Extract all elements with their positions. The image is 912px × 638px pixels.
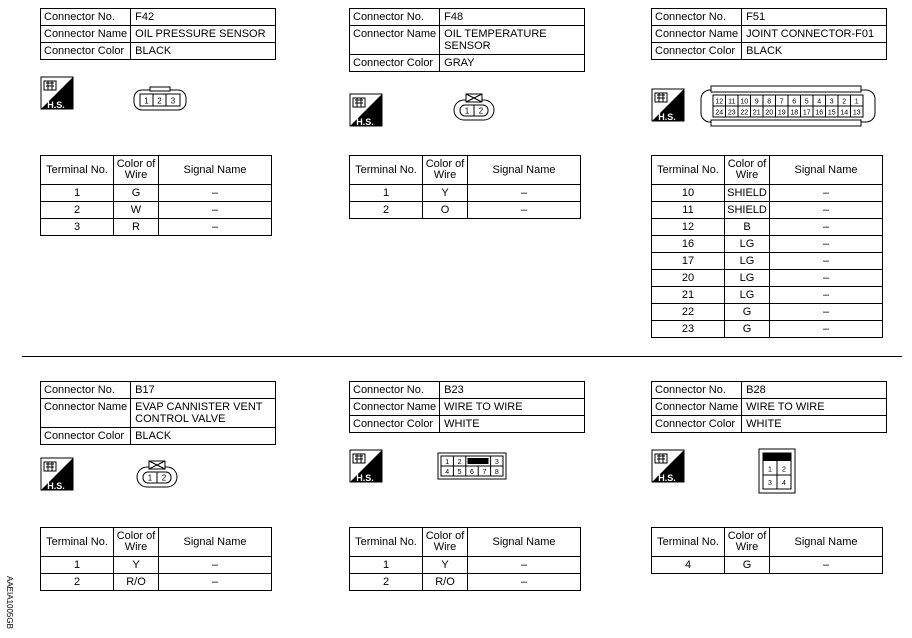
- wire-color: LG: [725, 236, 770, 253]
- terminal-no-header: Terminal No.: [350, 528, 423, 557]
- terminal-no: 4: [652, 557, 725, 574]
- pin-label: 6: [792, 98, 797, 106]
- color-of-wire-header: Color of Wire: [725, 156, 770, 185]
- table-row: [41, 574, 272, 591]
- terminal-no: 1: [350, 185, 423, 202]
- terminal-no: 22: [652, 304, 725, 321]
- color-of-wire-header: Color of Wire: [114, 156, 159, 185]
- signal-name-header: Signal Name: [159, 528, 272, 557]
- connector-no-label: Connector No.: [652, 382, 742, 399]
- terminal-no: 20: [652, 270, 725, 287]
- connector-name-value: WIRE TO WIRE: [742, 399, 887, 416]
- wire-color: Y: [423, 557, 468, 574]
- pin-label: 2: [478, 106, 484, 116]
- hs-connector-icon: [349, 449, 385, 485]
- table-row: [652, 304, 883, 321]
- connector-color-value: WHITE: [742, 416, 887, 433]
- table-row: [350, 202, 581, 219]
- signal-name: –: [770, 219, 883, 236]
- connector-name-value: WIRE TO WIRE: [440, 399, 585, 416]
- terminal-no-header: Terminal No.: [41, 156, 114, 185]
- wire-color: R/O: [114, 574, 159, 591]
- table-row: [350, 185, 581, 202]
- pin-label: 9: [754, 98, 759, 106]
- table-row: [41, 219, 272, 236]
- table-row: [41, 557, 272, 574]
- connector-color-label: Connector Color: [41, 428, 131, 445]
- connector-name-label: Connector Name: [41, 399, 131, 428]
- connector-face-diagram: [128, 86, 198, 114]
- hs-label: H.S.: [356, 117, 374, 127]
- wire-color: R: [114, 219, 159, 236]
- pin-label: 1: [464, 106, 470, 116]
- connector-block-f42: [40, 8, 276, 233]
- signal-name: –: [159, 185, 272, 202]
- hs-connector-icon: [651, 88, 687, 124]
- connector-face-diagram: [134, 459, 184, 493]
- terminal-no-header: Terminal No.: [652, 528, 725, 557]
- terminal-table: [40, 527, 272, 591]
- pin-label: 4: [445, 469, 450, 476]
- connector-color-label: Connector Color: [652, 416, 742, 433]
- table-row: [350, 574, 581, 591]
- terminal-table: [651, 527, 883, 574]
- pin-label: 10: [740, 98, 749, 106]
- terminal-no: 17: [652, 253, 725, 270]
- wire-color: SHIELD: [725, 202, 770, 219]
- pin-label: 1: [768, 466, 772, 474]
- color-of-wire-header: Color of Wire: [423, 156, 468, 185]
- pin-label: 18: [790, 109, 799, 117]
- connector-no-label: Connector No.: [350, 9, 440, 26]
- hs-label: H.S.: [47, 100, 65, 110]
- table-row: [652, 321, 883, 338]
- wire-color: G: [114, 185, 159, 202]
- connector-info-table: [40, 381, 276, 445]
- connector-color-value: BLACK: [742, 43, 887, 60]
- signal-name: –: [770, 236, 883, 253]
- wire-color: G: [725, 321, 770, 338]
- terminal-no: 16: [652, 236, 725, 253]
- table-row: [652, 219, 883, 236]
- hs-connector-icon: [40, 457, 76, 493]
- signal-name: –: [770, 304, 883, 321]
- table-row: [652, 270, 883, 287]
- connector-name-label: Connector Name: [350, 26, 440, 55]
- terminal-no-header: Terminal No.: [350, 156, 423, 185]
- pin-label: 22: [740, 109, 749, 117]
- signal-name-header: Signal Name: [159, 156, 272, 185]
- wire-color: LG: [725, 253, 770, 270]
- signal-name-header: Signal Name: [770, 528, 883, 557]
- pin-label: 16: [815, 109, 824, 117]
- terminal-no: 11: [652, 202, 725, 219]
- connector-no-value: B23: [440, 382, 585, 399]
- table-row: [652, 287, 883, 304]
- wire-color: O: [423, 202, 468, 219]
- pin-label: 23: [727, 109, 736, 117]
- connector-color-value: GRAY: [440, 55, 585, 72]
- signal-name: –: [770, 287, 883, 304]
- pin-label: 19: [777, 109, 786, 117]
- connector-no-value: F48: [440, 9, 585, 26]
- wire-color: W: [114, 202, 159, 219]
- signal-name: –: [770, 202, 883, 219]
- connector-name-value: OIL TEMPERATURE SENSOR: [440, 26, 585, 55]
- wire-color: Y: [423, 185, 468, 202]
- pin-label: 1: [144, 96, 149, 106]
- wire-color: G: [725, 557, 770, 574]
- connector-block-f51: [651, 8, 887, 335]
- pin-label: 2: [842, 98, 847, 106]
- pin-label: 1: [147, 473, 153, 483]
- pin-label: 2: [157, 96, 162, 106]
- pin-label: 8: [767, 98, 772, 106]
- pin-label: 15: [827, 109, 836, 117]
- connector-name-label: Connector Name: [652, 399, 742, 416]
- terminal-no: 2: [41, 202, 114, 219]
- pin-label: 1: [854, 98, 859, 106]
- connector-no-label: Connector No.: [350, 382, 440, 399]
- connector-name-label: Connector Name: [41, 26, 131, 43]
- signal-name: –: [770, 253, 883, 270]
- terminal-no: 2: [350, 574, 423, 591]
- signal-name: –: [770, 557, 883, 574]
- terminal-no: 2: [41, 574, 114, 591]
- table-row: [350, 557, 581, 574]
- wire-color: LG: [725, 270, 770, 287]
- connector-name-value: EVAP CANNISTER VENT CONTROL VALVE: [131, 399, 276, 428]
- connector-block-b17: [40, 381, 276, 588]
- wire-color: B: [725, 219, 770, 236]
- connector-face-diagram: [757, 447, 799, 497]
- connector-info-table: [349, 8, 585, 72]
- signal-name: –: [159, 202, 272, 219]
- terminal-table: [651, 155, 883, 338]
- wire-color: LG: [725, 287, 770, 304]
- table-row: [652, 253, 883, 270]
- section-divider: [22, 356, 902, 357]
- connector-info-table: [651, 8, 887, 60]
- pin-label: 14: [840, 109, 849, 117]
- connector-color-label: Connector Color: [350, 55, 440, 72]
- connector-face-diagram: [451, 92, 501, 126]
- pin-label: 3: [494, 459, 499, 466]
- pin-label: 13: [852, 109, 861, 117]
- signal-name: –: [770, 185, 883, 202]
- signal-name: –: [159, 557, 272, 574]
- pin-label: 7: [779, 98, 784, 106]
- connector-color-label: Connector Color: [41, 43, 131, 60]
- terminal-no-header: Terminal No.: [41, 528, 114, 557]
- terminal-no: 1: [41, 185, 114, 202]
- figure-code: AAEIA1005GB: [5, 576, 14, 629]
- terminal-no: 21: [652, 287, 725, 304]
- hs-label: H.S.: [658, 473, 676, 483]
- terminal-table: [349, 527, 581, 591]
- pin-label: 4: [782, 480, 786, 487]
- terminal-no: 1: [350, 557, 423, 574]
- signal-name-header: Signal Name: [468, 156, 581, 185]
- pin-label: 21: [752, 109, 761, 117]
- color-of-wire-header: Color of Wire: [114, 528, 159, 557]
- connector-block-b28: [651, 381, 887, 571]
- terminal-no: 2: [350, 202, 423, 219]
- pin-label: 17: [802, 109, 811, 117]
- connector-face-diagram: [699, 82, 879, 128]
- terminal-no: 23: [652, 321, 725, 338]
- pin-label: 1: [445, 459, 450, 466]
- wire-color: G: [725, 304, 770, 321]
- pin-label: 5: [457, 469, 462, 476]
- connector-info-table: [40, 8, 276, 60]
- pin-label: 5: [804, 98, 809, 106]
- pin-label: 2: [161, 473, 167, 483]
- connector-no-value: F42: [131, 9, 276, 26]
- table-row: [652, 236, 883, 253]
- terminal-table: [349, 155, 581, 219]
- connector-no-value: B28: [742, 382, 887, 399]
- wire-color: R/O: [423, 574, 468, 591]
- signal-name: –: [468, 202, 581, 219]
- table-row: [41, 185, 272, 202]
- signal-name: –: [159, 219, 272, 236]
- connector-name-label: Connector Name: [350, 399, 440, 416]
- terminal-no-header: Terminal No.: [652, 156, 725, 185]
- connector-color-value: BLACK: [131, 428, 276, 445]
- connector-no-label: Connector No.: [652, 9, 742, 26]
- connector-face-diagram: [437, 451, 509, 483]
- pin-label: 7: [482, 469, 487, 476]
- color-of-wire-header: Color of Wire: [725, 528, 770, 557]
- signal-name: –: [770, 321, 883, 338]
- connector-name-label: Connector Name: [652, 26, 742, 43]
- connector-block-f48: [349, 8, 585, 216]
- signal-name: –: [159, 574, 272, 591]
- connector-no-value: F51: [742, 9, 887, 26]
- hs-label: H.S.: [658, 112, 676, 122]
- hs-label: H.S.: [47, 481, 65, 491]
- connector-no-label: Connector No.: [41, 9, 131, 26]
- wire-color: SHIELD: [725, 185, 770, 202]
- signal-name-header: Signal Name: [770, 156, 883, 185]
- pin-label: 2: [782, 466, 786, 474]
- pin-label: 8: [494, 469, 499, 476]
- signal-name: –: [468, 557, 581, 574]
- pin-label: 12: [715, 98, 724, 106]
- connector-color-value: WHITE: [440, 416, 585, 433]
- hs-connector-icon: [349, 93, 385, 129]
- signal-name-header: Signal Name: [468, 528, 581, 557]
- connector-block-b23: [349, 381, 585, 588]
- connector-color-label: Connector Color: [350, 416, 440, 433]
- connector-name-value: OIL PRESSURE SENSOR: [131, 26, 276, 43]
- pin-label: 6: [470, 469, 474, 476]
- hs-label: H.S.: [356, 473, 374, 483]
- table-row: [652, 185, 883, 202]
- pin-label: 24: [715, 109, 724, 117]
- pin-label: 3: [829, 98, 834, 106]
- connector-info-table: [349, 381, 585, 433]
- signal-name: –: [468, 185, 581, 202]
- connector-no-value: B17: [131, 382, 276, 399]
- terminal-no: 3: [41, 219, 114, 236]
- table-row: [652, 557, 883, 574]
- terminal-no: 10: [652, 185, 725, 202]
- wire-color: Y: [114, 557, 159, 574]
- pin-label: 11: [728, 98, 736, 106]
- terminal-table: [40, 155, 272, 236]
- connector-info-table: [651, 381, 887, 433]
- connector-color-value: BLACK: [131, 43, 276, 60]
- pin-label: 3: [170, 96, 176, 106]
- pin-label: 4: [817, 98, 822, 106]
- connector-color-label: Connector Color: [652, 43, 742, 60]
- signal-name: –: [468, 574, 581, 591]
- table-row: [652, 202, 883, 219]
- signal-name: –: [770, 270, 883, 287]
- terminal-no: 12: [652, 219, 725, 236]
- pin-label: 20: [765, 109, 774, 117]
- hs-connector-icon: [651, 449, 687, 485]
- table-row: [41, 202, 272, 219]
- pin-label: 3: [768, 480, 772, 487]
- terminal-no: 1: [41, 557, 114, 574]
- pin-label: 2: [457, 459, 462, 466]
- connector-name-value: JOINT CONNECTOR-F01: [742, 26, 887, 43]
- hs-connector-icon: [40, 76, 76, 112]
- connector-no-label: Connector No.: [41, 382, 131, 399]
- color-of-wire-header: Color of Wire: [423, 528, 468, 557]
